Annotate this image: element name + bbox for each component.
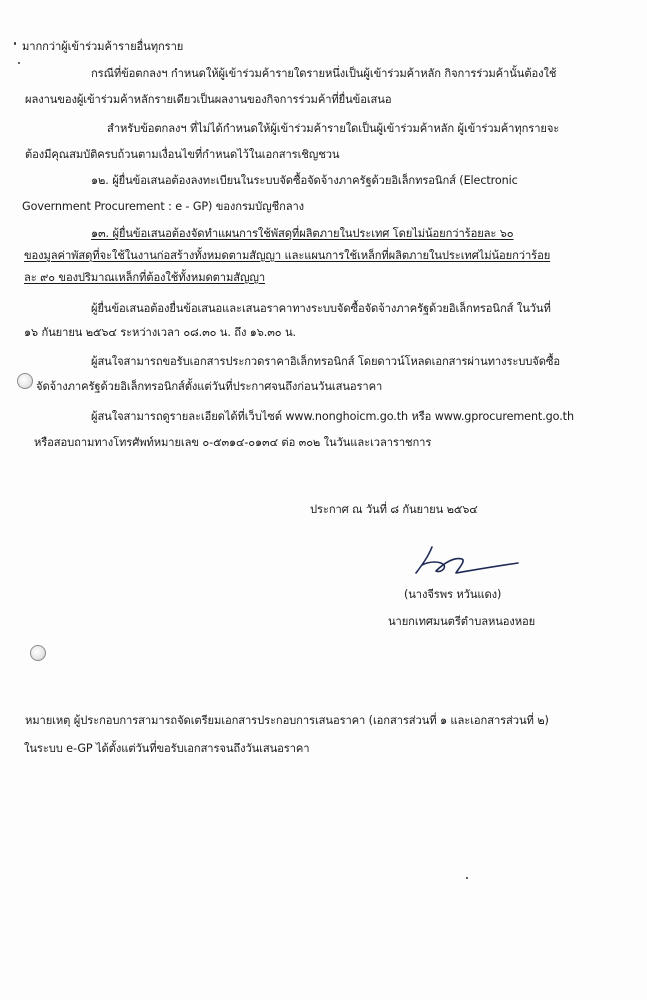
paragraph-line: ผู้สนใจสามารถดูรายละเอียดได้ที่เว็บไซต์ www.nonghoicm.go.th หรือ www.gprocurement.go.th xyxy=(91,410,574,423)
paragraph-line: มากกว่าผู้เข้าร่วมค้ารายอื่นทุกราย xyxy=(22,40,184,53)
paragraph-line: ผู้ยื่นข้อเสนอต้องยื่นข้อเสนอและเสนอราคาทางระบบจัดซื้อจัดจ้างภาครัฐด้วยอิเล็กทรอนิกส์ ในวันที่ xyxy=(91,302,551,315)
remark-line: ในระบบ e-GP ได้ตั้งแต่วันที่ขอรับเอกสารจนถึงวันเสนอราคา xyxy=(24,742,310,755)
speck-mark xyxy=(466,877,468,879)
underlined-clause-line: ละ ๙๐ ของปริมาณเหล็กที่ต้องใช้ทั้งหมดตามสัญญา xyxy=(24,271,266,284)
paragraph-line: กรณีที่ข้อตกลงฯ กำหนดให้ผู้เข้าร่วมค้ารายใดรายหนึ่งเป็นผู้เข้าร่วมค้าหลัก กิจการร่วมค้านั้นต้องใช้ xyxy=(91,67,557,80)
paragraph-line: ต้องมีคุณสมบัติครบถ้วนตามเงื่อนไขที่กำหนดไว้ในเอกสารเชิญชวน xyxy=(25,148,340,161)
signer-title: นายกเทศมนตรีตำบลหนองหอย xyxy=(388,615,536,628)
paragraph-line: ผลงานของผู้เข้าร่วมค้าหลักรายเดียวเป็นผลงานของกิจการร่วมค้าที่ยื่นข้อเสนอ xyxy=(25,93,392,106)
signer-name: (นางจีรพร หวันแดง) xyxy=(404,588,502,601)
paragraph-line: Government Procurement : e - GP) ของกรมบัญชีกลาง xyxy=(22,200,305,213)
paragraph-line: หรือสอบถามทางโทรศัพท์หมายเลข ๐-๕๓๑๔-๐๑๓๔ ต่อ ๓๐๒ ในวันและเวลาราชการ xyxy=(34,436,432,449)
speck-mark xyxy=(14,42,16,45)
paragraph-line: จัดจ้างภาครัฐด้วยอิเล็กทรอนิกส์ตั้งแต่วันที่ประกาศจนถึงก่อนวันเสนอราคา xyxy=(36,380,383,393)
paragraph-line: ผู้สนใจสามารถขอรับเอกสารประกวดราคาอิเล็กทรอนิกส์ โดยดาวน์โหลดเอกสารผ่านทางระบบจัดซื้อ xyxy=(91,355,560,368)
announcement-date: ประกาศ ณ วันที่ ๘ กันยายน ๒๕๖๔ xyxy=(310,503,478,516)
remark-line: หมายเหตุ ผู้ประกอบการสามารถจัดเตรียมเอกสารประกอบการเสนอราคา (เอกสารส่วนที่ ๑ และเอกสารส่วนที่ ๒) xyxy=(25,714,549,727)
paragraph-line: ๑๖ กันยายน ๒๕๖๔ ระหว่างเวลา ๐๘.๓๐ น. ถึง ๑๖.๓๐ น. xyxy=(24,326,296,339)
binding-hole xyxy=(30,645,46,661)
underlined-clause-line: ๑๓. ผู้ยื่นข้อเสนอต้องจัดทำแผนการใช้พัสดุที่ผลิตภายในประเทศ โดยไม่น้อยกว่าร้อยละ ๖๐ xyxy=(91,227,514,240)
paragraph-line: สำหรับข้อตกลงฯ ที่ไม่ได้กำหนดให้ผู้เข้าร่วมค้ารายใดเป็นผู้เข้าร่วมค้าหลัก ผู้เข้าร่วมค้าทุกรายจะ xyxy=(107,122,560,135)
signature-image xyxy=(410,543,520,583)
underlined-clause-line: ของมูลค่าพัสดุที่จะใช้ในงานก่อสร้างทั้งหมดตามสัญญา และแผนการใช้เหล็กที่ผลิตภายในประเทศไม่น้อยกว่าร้อย xyxy=(24,249,551,262)
paragraph-line: ๑๒. ผู้ยื่นข้อเสนอต้องลงทะเบียนในระบบจัดซื้อจัดจ้างภาครัฐด้วยอิเล็กทรอนิกส์ (Electronic xyxy=(91,174,518,187)
binding-hole xyxy=(17,373,33,389)
speck-mark xyxy=(18,62,20,64)
